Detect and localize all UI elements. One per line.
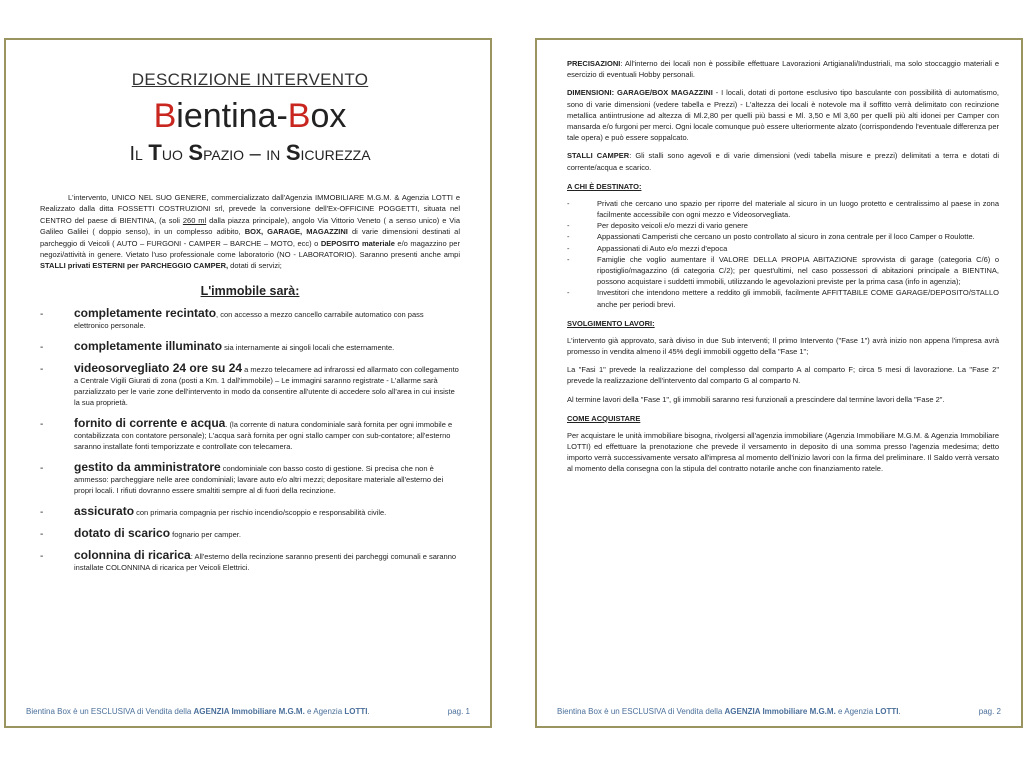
list-item-text: Famiglie che voglio aumentare il VALORE DELLA PROPIA ABITAZIONE sprovvista di garage (categoria C/6) o ripostiglio/magazzino (di categoria C/2); per quest'ultimi, nel caso possessori di abitazioni principale a BIENTINA, possono acquistare i suddetti immobili, utilizzando le agevolazioni previste per la prima casa (info in agenzia);: [597, 254, 999, 287]
dash-bullet: -: [567, 232, 570, 242]
acquistare-paragraph: Per acquistare le unità immobiliare bisogna, rivolgersi all'agenzia immobiliare (Agenzia Immobiliare M.G.M. & Agenzia Immobiliare LOTTI) ed effettuare la prenotazione che prevede il versamento in deposito di una somma presso l'agenzia medesima; detto importo verrà successivamente versato all'impresa al momento dell'inizio lavori con la firma del preliminare. Il Saldo verrà versato al momento della consegna con la stipula del contratto notarile anche con finanziamento ratele.: [567, 430, 999, 474]
paragraph-text: : All'interno dei locali non è possibile effettuare Lavorazioni Artigianali/Industriali, ma solo stoccaggio materiali e esercizio di eventuali Hobby personali.: [567, 59, 999, 80]
intro-text: dotati di servizi;: [228, 261, 282, 271]
feature-keyword: videosorvegliato 24 ore su 24: [74, 360, 243, 375]
dash-bullet: -: [567, 254, 570, 264]
dash-bullet: -: [567, 221, 570, 231]
tagline-part: pazio: [203, 143, 245, 165]
footer-text: .: [367, 707, 370, 716]
feature-text: . (la corrente di natura condominiale sarà fornita per ogni immobile e contabilizzata con contatore personale); L'acqua sarà fornita per ogni stallo camper con sub-contatore; all'esterno saranno installate fonti temporizzate e controllate con telecamera.: [74, 419, 453, 451]
list-item: [40, 305, 460, 331]
intro-text: dalla piazza principale), angolo Via Vittorio Veneto ( a senso unico) e Via Galileo Galilei ( doppio senso), in un complesso adibito,: [40, 215, 460, 237]
brand-letter-b: B: [153, 97, 177, 135]
list-item: [40, 360, 460, 408]
intro-text: L'intervento, UNICO NEL SUO GENERE, commercializzato dall'Agenzia IMMOBILIARE M.G.M. & Agenzia LOTTI e Realizzato dalla ditta FOSSETTI COSTRUZIONI srl, prevede la conversione dell'Ex-OFFICINE POGGETTI, situata nel CENTRO del paese di BIENTINA, (a soli: [40, 193, 460, 225]
feature-text: condominiale con basso costo di gestione. Si precisa che non è ammesso: parcheggiare nelle aree condominiali; lavare auto e/o altri mezzi; depositare materiale all'esterno dei propri locali. I rifiuti dovranno essere smaltiti sempre al di fuori della recinzione.: [74, 463, 444, 495]
svolgimento-paragraph-3: Al termine lavori della "Fase 1", gli immobili saranno resi funzionali a prescindere dal termine lavori della "Fase 2".: [567, 394, 945, 404]
paragraph-label: PRECISAZIONI: [567, 59, 621, 68]
footer-agency: LOTTI: [875, 707, 899, 716]
feature-text: fognario per camper.: [170, 529, 241, 539]
tagline-part: S: [188, 140, 204, 165]
tagline-part: – in: [244, 143, 286, 165]
dash-bullet: -: [40, 341, 44, 353]
feature-keyword: colonnina di ricarica: [74, 547, 191, 562]
intro-bold: BOX, GARAGE, MAGAZZINI: [244, 227, 348, 237]
paragraph-label: STALLI CAMPER: [567, 151, 630, 161]
tagline-part: S: [285, 140, 301, 165]
intro-distance: 260 ml: [182, 215, 207, 225]
svolgimento-paragraph-2: La "Fasi 1" prevede la realizzazione del complesso dal comparto A al comparto F; circa 5 mesi di lavorazione. La "Fase 2" prevede la realizzazione dell'intervento dal comparto G al comparto N.: [567, 365, 999, 386]
document-page-1: [4, 38, 492, 728]
list-item: [40, 459, 460, 496]
feature-keyword: gestito da amministratore: [74, 459, 221, 474]
tagline-part: uo: [161, 143, 189, 165]
page-footer: [26, 707, 470, 716]
dash-bullet: -: [40, 418, 44, 430]
feature-text: con primaria compagnia per rischio incendio/scoppio e responsabilità civile.: [134, 507, 387, 517]
list-item: [567, 198, 999, 220]
dash-bullet: -: [567, 288, 570, 298]
feature-keyword: completamente recintato: [74, 305, 217, 320]
footer-agency: AGENZIA Immobiliare M.G.M.: [724, 707, 836, 716]
section-header: DESCRIZIONE INTERVENTO: [131, 70, 369, 89]
feature-list: [40, 305, 460, 573]
footer-text: Bientina Box è un ESCLUSIVA di Vendita della: [26, 707, 194, 716]
footer-agency: AGENZIA Immobiliare M.G.M.: [193, 707, 305, 716]
intro-bold: DEPOSITO materiale: [320, 238, 395, 248]
list-item: [40, 525, 460, 540]
brand-title: [40, 96, 460, 136]
tagline-part: Il: [129, 143, 149, 165]
tagline-part: T: [148, 140, 162, 165]
tagline: [40, 140, 460, 166]
brand-letter-b2: B: [287, 97, 311, 135]
brand-text-ox: ox: [310, 97, 347, 135]
footer-text: Bientina Box è un ESCLUSIVA di Vendita della: [557, 707, 725, 716]
footer-agency: LOTTI: [344, 707, 368, 716]
intro-bold: STALLI privati ESTERNI per PARCHEGGIO CAMPER,: [40, 261, 229, 271]
document-page-2: [535, 38, 1023, 728]
precisazioni-paragraph: [567, 58, 999, 80]
list-item-text: Privati che cercano uno spazio per riporre del materiale al sicuro in un luogo protetto e centralissimo al paese in zona facilmente accessibile con ogni mezzo e Videosorvegliata.: [597, 198, 999, 220]
acquistare-heading: COME ACQUISTARE: [567, 413, 641, 423]
tagline-part: icurezza: [300, 143, 371, 165]
list-item: [567, 243, 999, 254]
svolgimento-paragraph-1: L'intervento già approvato, sarà diviso in due Sub interventi; Il primo Intervento ("Fase 1") avrà inizio non appena l'impresa avrà promesso in vendita almeno il 45% degli immobili oggetto della "Fase 1";: [567, 335, 999, 357]
feature-keyword: completamente illuminato: [74, 338, 223, 353]
footer-text: e Agenzia: [304, 707, 345, 716]
dash-bullet: -: [40, 462, 44, 474]
footer-text: .: [898, 707, 901, 716]
page-1-content: [40, 70, 460, 583]
feature-keyword: assicurato: [74, 503, 135, 518]
brand-text-ientina: ientina-: [176, 97, 288, 135]
dash-bullet: -: [567, 198, 570, 208]
list-item: [567, 254, 999, 288]
list-item: [567, 287, 999, 309]
svolgimento-heading: SVOLGIMENTO LAVORI:: [567, 318, 655, 328]
feature-text: sia internamente ai singoli locali che esternamente.: [222, 342, 395, 352]
dash-bullet: -: [40, 528, 44, 540]
feature-text: : All'esterno della recinzione saranno presenti dei parcheggi comunali e saranno installate COLONNINA di ricarica per Veicoli Elettrici.: [74, 551, 457, 572]
dash-bullet: -: [40, 506, 44, 518]
feature-text: , con accesso a mezzo cancello carrabile automatico con pass elettronico personale.: [74, 309, 424, 330]
list-item: [40, 338, 460, 353]
page-number: pag. 1: [447, 707, 470, 716]
list-item-text: Appassionati di Auto e/o mezzi d'epoca: [597, 243, 728, 253]
list-item-text: Investitori che intendono mettere a reddito gli immobili, facilmente AFFITTABILE COME GARAGE/DEPOSITO/STALLO anche per periodi brevi.: [597, 288, 999, 309]
paragraph-text: - I locali, dotati di portone esclusivo tipo basculante con possibilità di automatismo, sono di varie dimensioni (vedere tabella e Prezzi) - L'altezza dei locali è notevole ma il soffitto verrà delimitato con recinzione metallica antiintrusione ad altezza di Ml.2,80 per quelli più bassi e Ml. 3,50 e Ml 3,60 per quelli più alti idonei per Camper con mansarda e/o furgoni per merci. Ogni locale comunque può essere ulteriormente alzato (corrispondendo l'eventuale differenza per tale opera) e può essere soppalcato.: [567, 88, 999, 143]
list-item-text: Per deposito veicoli e/o mezzi di vario genere: [597, 221, 748, 231]
page-footer: [557, 707, 1001, 716]
dash-bullet: -: [40, 363, 44, 375]
intro-text: di varie dimensioni destinati al parcheggio di Veicoli ( AUTO – FURGONI - CAMPER – BARCHE – MOTO, ecc) o: [40, 227, 460, 248]
dash-bullet: -: [40, 550, 44, 562]
feature-text: a mezzo telecamere ad infrarossi ed allarmato con collegamento a Centrale Vigili Giurati di zona (posti a Km. 1 dall'immobile) – Le immagini saranno registrate - L'allarme sarà parzializzato per le varie zone dell'intervento in modo da consentire all'utente di accedere solo all'area in cui insiste la sua proprietà.: [74, 364, 459, 407]
dash-bullet: -: [567, 243, 570, 253]
chi-heading: A CHI È DESTINATO:: [567, 181, 642, 191]
stalli-paragraph: [567, 150, 999, 172]
target-list: [567, 198, 999, 310]
list-item: [40, 503, 460, 518]
feature-keyword: dotato di scarico: [74, 525, 171, 540]
dash-bullet: -: [40, 308, 44, 320]
intro-text: e/o magazzino per negozi/attività in genere. Vietato l'uso professionale come laboratorio (NO - LABORATORIO). Saranno presenti anche ampi: [40, 238, 460, 260]
list-item: [567, 231, 999, 242]
intro-paragraph: [40, 192, 460, 272]
paragraph-text: : Gli stalli sono agevoli e di varie dimensioni (vedi tabella misure e prezzi) delimitati a terra e dotati di corrente/acqua e scarico.: [567, 151, 999, 172]
list-item-text: Appassionati Camperisti che cercano un posto controllato al sicuro in zona centrale per il loco Camper o Roulotte.: [597, 232, 975, 242]
paragraph-label: DIMENSIONI: GARAGE/BOX MAGAZZINI: [567, 88, 713, 98]
list-item: [567, 220, 999, 231]
page-2-content: [567, 58, 999, 482]
footer-text: e Agenzia: [835, 707, 876, 716]
list-item: [40, 547, 460, 573]
immobile-heading: L'immobile sarà:: [200, 283, 300, 298]
list-item: [40, 415, 460, 452]
page-number: pag. 2: [978, 707, 1001, 716]
dimensioni-paragraph: [567, 87, 999, 143]
feature-keyword: fornito di corrente e acqua: [74, 415, 226, 430]
